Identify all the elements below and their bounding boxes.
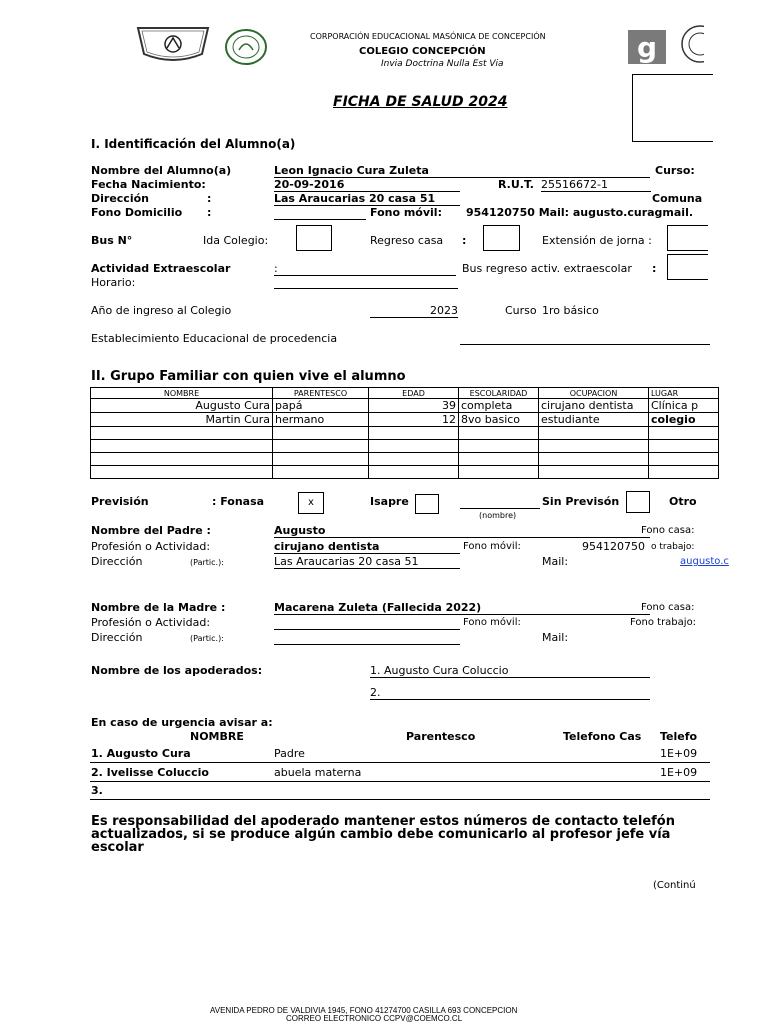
member-relation: papá — [273, 399, 369, 413]
mother-home-phone-label: Fono casa: — [641, 602, 695, 613]
notice-line-3: escolar — [91, 840, 144, 855]
activity-value: : — [274, 262, 456, 276]
member-occupation: cirujano dentista — [539, 399, 649, 413]
school-seal-logo — [224, 28, 268, 66]
notice-line-2: actualizados, si se produce algún cambio debe comunicarlo al profesor jefe vía — [91, 827, 671, 842]
activity-bus-box[interactable] — [667, 254, 708, 280]
father-work-phone-label: o trabajo: — [651, 542, 695, 552]
emergency-row-2-phone: 1E+09 — [660, 766, 698, 779]
extension-label: Extensión de jorna : — [542, 234, 652, 247]
fonasa-label: : Fonasa — [212, 495, 265, 508]
bus-regreso-box[interactable] — [483, 225, 520, 251]
bus-regreso-colon: : — [462, 234, 467, 247]
family-header-row — [91, 388, 719, 399]
mother-address-line — [274, 644, 460, 645]
father-label: Nombre del Padre : — [91, 524, 211, 537]
fonasa-checkbox[interactable]: x — [298, 492, 324, 514]
bus-ida-box[interactable] — [296, 225, 332, 251]
school-name: COLEGIO CONCEPCIÓN — [359, 46, 486, 57]
emergency-row-1-relation: Padre — [274, 747, 305, 760]
svg-text:g: g — [636, 31, 658, 64]
father-profession-label: Profesión o Actividad: — [91, 540, 211, 553]
table-row — [91, 466, 719, 479]
mother-label: Nombre de la Madre : — [91, 601, 226, 614]
activity-bus-colon: : — [652, 262, 657, 275]
student-name-label: Nombre del Alumno(a) — [91, 164, 232, 177]
table-row — [91, 440, 719, 453]
emergency-col-name: NOMBRE — [190, 730, 244, 743]
notice-line-1: Es responsabilidad del apoderado mantener estos números de contacto telefón — [91, 814, 675, 829]
member-age: 12 — [369, 413, 459, 427]
course-in-value: 1ro básico — [542, 304, 599, 317]
isapre-name-line — [460, 508, 540, 509]
extension-box[interactable] — [667, 225, 708, 251]
masonic-logo — [136, 24, 210, 64]
partial-seal-logo — [674, 24, 704, 64]
year-value: 2023 — [370, 304, 458, 318]
continues-note: (Continú — [653, 880, 696, 891]
mother-partic: (Partic.): — [190, 634, 224, 643]
address-value: Las Araucarias 20 casa 51 — [274, 192, 460, 206]
member-occupation: estudiante — [539, 413, 649, 427]
member-place: colegio — [649, 413, 719, 427]
emergency-row-1-name: 1. Augusto Cura — [91, 747, 191, 760]
mother-mobile-label: Fono móvil: — [463, 617, 521, 628]
bus-regreso-label: Regreso casa — [370, 234, 444, 247]
table-row — [91, 427, 719, 440]
bus-label: Bus N° — [91, 234, 133, 247]
father-mobile-label: Fono móvil: — [463, 541, 521, 552]
student-name-value: Leon Ignacio Cura Zuleta — [274, 164, 650, 178]
col-escolaridad: ESCOLARIDAD — [459, 388, 539, 399]
isapre-checkbox[interactable] — [415, 494, 439, 514]
form-title: FICHA DE SALUD 2024 — [333, 94, 508, 110]
section1-title: I. Identificación del Alumno(a) — [91, 137, 296, 151]
g-logo — [628, 30, 666, 64]
bus-ida-label: Ida Colegio: — [203, 234, 269, 247]
emergency-col-home: Telefono Cas — [563, 730, 642, 743]
isapre-name-note: (nombre) — [479, 511, 517, 520]
birth-value: 20-09-2016 — [274, 178, 460, 192]
emergency-row-3-line — [90, 799, 710, 800]
guardian-2: 2. — [370, 686, 650, 700]
emergency-row-2-name: 2. Ivelisse Coluccio — [91, 766, 209, 779]
table-row — [91, 399, 719, 413]
member-name: Martin Cura — [91, 413, 273, 427]
rut-label: R.U.T. — [498, 178, 534, 191]
father-mail-label: Mail: — [542, 555, 569, 568]
member-place: Clínica p — [649, 399, 719, 413]
photo-box — [632, 74, 713, 142]
footer-email: CORREO ELECTRONICO CCPV@COEMCO.CL — [286, 1014, 463, 1023]
col-ocupacion: OCUPACION — [539, 388, 649, 399]
father-address: Las Araucarias 20 casa 51 — [274, 555, 460, 569]
year-label: Año de ingreso al Colegio — [91, 304, 232, 317]
emergency-row-3-name: 3. — [91, 784, 103, 797]
prevision-label: Previsión — [91, 495, 149, 508]
mother-name: Macarena Zuleta (Fallecida 2022) — [274, 601, 650, 615]
col-nombre: NOMBRE — [91, 388, 273, 399]
col-edad: EDAD — [369, 388, 459, 399]
rut-value: 25516672-1 — [541, 178, 651, 192]
mother-work-phone-label: Fono trabajo: — [630, 617, 697, 628]
father-profession: cirujano dentista — [274, 540, 460, 554]
father-mobile: 954120750 — [582, 540, 645, 553]
footer-address: AVENIDA PEDRO DE VALDIVIA 1945, FONO 41274700 CASILLA 693 CONCEPCION — [210, 1006, 518, 1015]
mobile-label: Fono móvil: — [370, 206, 442, 219]
member-name: Augusto Cura — [91, 399, 273, 413]
other-prevision-label: Otro — [669, 495, 697, 508]
origin-label: Establecimiento Educacional de procedencia — [91, 332, 338, 345]
mother-profession-label: Profesión o Actividad: — [91, 616, 211, 629]
emergency-row-1-phone: 1E+09 — [660, 747, 698, 760]
guardians-label: Nombre de los apoderados: — [91, 664, 263, 677]
emergency-row-2-relation: abuela materna — [274, 766, 362, 779]
commune-label: Comuna — [652, 192, 703, 205]
guardian-1: 1. Augusto Cura Coluccio — [370, 664, 650, 678]
father-partic: (Partic.): — [190, 558, 224, 567]
address-colon: : — [207, 192, 212, 205]
corporation-name: CORPORACIÓN EDUCACIONAL MASÓNICA DE CONCEPCIÓN — [310, 32, 546, 41]
course-in-label: Curso — [505, 304, 537, 317]
origin-line — [460, 344, 710, 345]
emergency-col-phone: Telefo — [660, 730, 698, 743]
member-relation: hermano — [273, 413, 369, 427]
home-phone-label: Fono Domicilio — [91, 206, 183, 219]
member-age: 39 — [369, 399, 459, 413]
family-table — [90, 387, 719, 479]
mother-address-label: Dirección — [91, 631, 143, 644]
activity-bus-label: Bus regreso activ. extraescolar — [462, 262, 632, 275]
mother-profession-line — [274, 629, 460, 630]
father-home-phone-label: Fono casa: — [641, 525, 695, 536]
table-row — [91, 453, 719, 466]
schedule-label: Horario: — [91, 276, 136, 289]
table-row — [91, 413, 719, 427]
emergency-col-relation: Parentesco — [406, 730, 476, 743]
emergency-row-1-line — [90, 762, 710, 763]
schedule-line — [274, 288, 458, 289]
isapre-label: Isapre — [370, 495, 409, 508]
mother-mail-label: Mail: — [542, 631, 569, 644]
member-schooling: 8vo basico — [459, 413, 539, 427]
activity-label: Actividad Extraescolar — [91, 262, 231, 275]
father-mail-link[interactable]: augusto.c — [680, 556, 729, 567]
address-label: Dirección — [91, 192, 149, 205]
mobile-value: 954120750 Mail: augusto.curagmail. — [466, 206, 694, 219]
no-prevision-checkbox[interactable] — [626, 491, 650, 513]
father-name: Augusto — [274, 524, 650, 538]
home-phone-line — [274, 219, 366, 220]
home-phone-colon: : — [207, 206, 212, 219]
emergency-row-2-line — [90, 781, 710, 782]
emergency-title: En caso de urgencia avisar a: — [91, 716, 273, 729]
col-lugar: LUGAR — [649, 388, 719, 399]
col-parentesco: PARENTESCO — [273, 388, 369, 399]
section2-title: II. Grupo Familiar con quien vive el alumno — [91, 369, 406, 384]
birth-label: Fecha Nacimiento: — [91, 178, 206, 191]
father-address-label: Dirección — [91, 555, 143, 568]
member-schooling: completa — [459, 399, 539, 413]
no-prevision-label: Sin Previsón — [542, 495, 620, 508]
school-motto: Invia Doctrina Nulla Est Via — [381, 59, 504, 69]
course-label: Curso: — [655, 164, 695, 177]
